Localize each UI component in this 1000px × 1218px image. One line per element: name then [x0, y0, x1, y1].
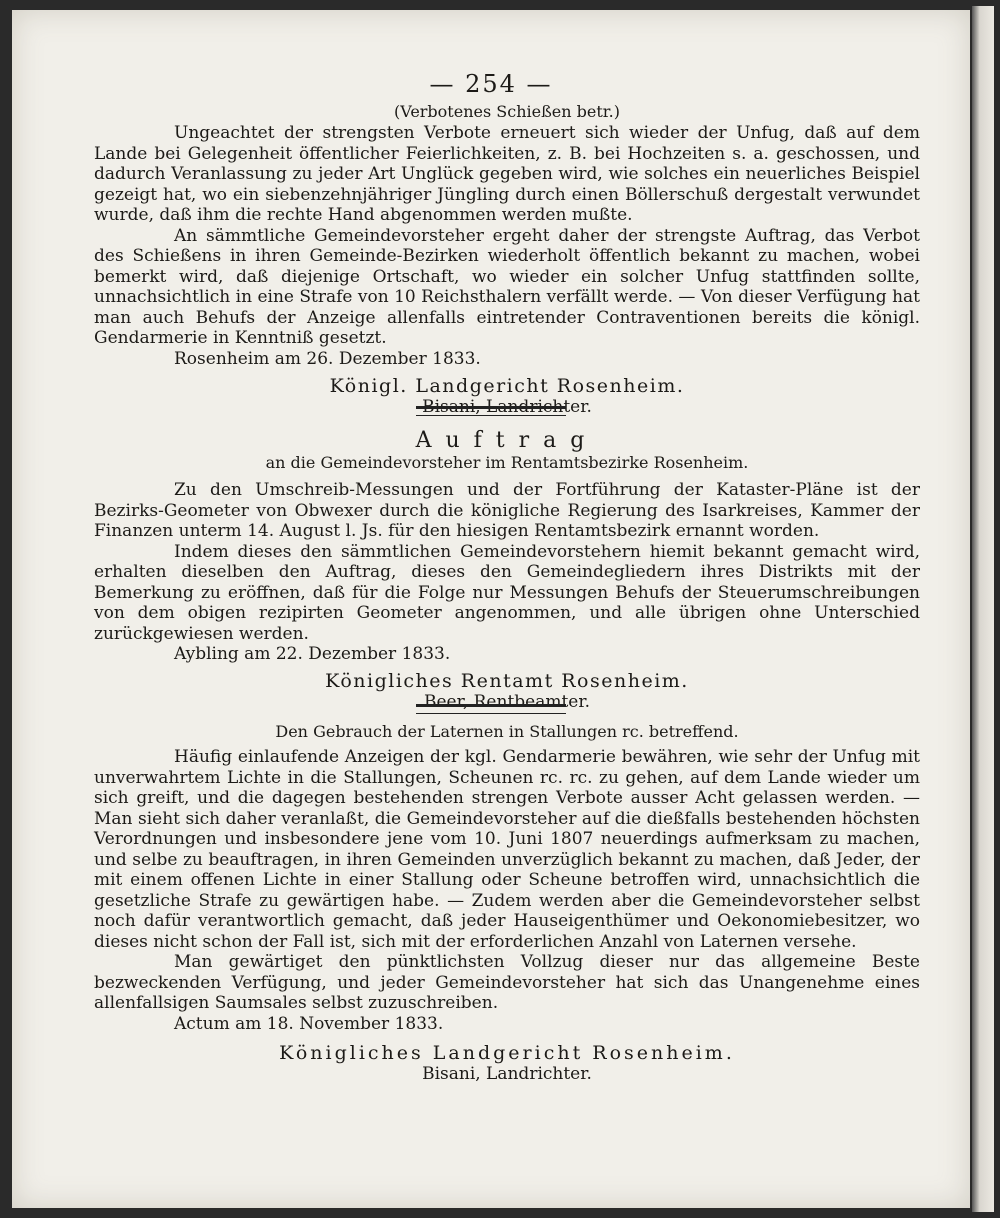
paragraph: Indem dieses den sämmtlichen Gemeindevorstehern hiemit bekannt gemacht wird, erhalten dieselben den Auftrag, dieses den Gemeindegliedern ihres Distrikts mit der Bemerkung zu eröffnen, daß für die Folge nur Messungen Behufs der Steuerumschreibungen von dem obigen rezipirten Geometer angenommen, und alle übrigen ohne Unterschied zurückgewiesen werden. [94, 541, 920, 644]
issuing-authority: Königliches Landgericht Rosenheim. [279, 1041, 735, 1064]
section-divider [416, 704, 566, 714]
paragraph: Man gewärtiget den pünktlichsten Vollzug dieser nur das allgemeine Beste bezweckenden Verfügung, und jeder Gemeindevorsteher hat sich das Unangenehme eines allenfallsigen Saumsales selbst zuzuschreiben. [94, 952, 920, 1013]
date-line: Aybling am 22. Dezember 1833. [174, 644, 451, 664]
section-title: Auftrag [415, 428, 599, 453]
paragraph: Häufig einlaufende Anzeigen der kgl. Gendarmerie bewähren, wie sehr der Unfug mit unverwahrtem Lichte in die Stallungen, Scheunen rc. rc. zu gehen, auf dem Lande wieder um sich greift, und die dagegen bestehenden strengen Verbote ausser Acht gelassen werden. — Man sieht sich daher veranlaßt, die Gemeindevorsteher auf die dießfalls bestehenden höchsten Verordnungen und insbesondere jene vom 10. Juni 1807 neuerdings aufmerksam zu machen, und selbe zu beauftragen, in ihren Gemeinden unverzüglich bekannt zu machen, daß Jeder, der mit einem offenen Lichte in einer Stallung oder Scheune betroffen wird, unnachsichtlich die gesetzliche Strafe zu gewärtigen habe. — Zudem werden aber die Gemeindevorsteher selbst noch dafür verantwortlich gemacht, daß jeder Hauseigenthümer und Oekonomiebesitzer, wo dieses nicht schon der Fall ist, sich mit der erforderlichen Anzahl von Laternen versehe. [94, 747, 920, 952]
section-shooting-ban [94, 102, 920, 417]
date-line: Actum am 18. November 1833. [174, 1013, 444, 1034]
section-divider [416, 406, 566, 416]
page-number: — 254 — [429, 70, 553, 98]
paragraph: Zu den Umschreib-Messungen und der Fortführung der Kataster-Pläne ist der Bezirks-Geometer von Obwexer durch die königliche Regierung des Isarkreises, Kammer der Finanzen unterm 14. August l. Js. für den hiesigen Rentamtsbezirk ernannt worden. [94, 480, 920, 541]
section-heading: (Verbotenes Schießen betr.) [393, 102, 620, 121]
section-subtitle: an die Gemeindevorsteher im Rentamtsbezirke Rosenheim. [265, 453, 749, 472]
adjacent-page-edge [972, 6, 994, 1212]
signature: Beer, Rentbeamter. [423, 692, 591, 712]
date-line: Rosenheim am 26. Dezember 1833. [174, 348, 481, 369]
issuing-authority: Königliches Rentamt Rosenheim. [325, 670, 689, 692]
paragraph: Ungeachtet der strengsten Verbote erneuert sich wieder der Unfug, daß auf dem Lande bei Gelegenheit öffentlicher Feierlichkeiten, z. B. bei Hochzeiten s. a. geschossen, und dadurch Veranlassung zu jeder Art Unglück gegeben wird, wie solches ein neuerliches Beispiel gezeigt hat, wo ein siebenzehnjähriger Jüngling durch einen Böllerschuß dergestalt verwundet wurde, daß ihm die rechte Hand abgenommen werden mußte. [94, 123, 920, 225]
section-heading: Den Gebrauch der Laternen in Stallungen rc. betreffend. [275, 722, 739, 741]
paragraph: An sämmtliche Gemeindevorsteher ergeht daher der strengste Auftrag, das Verbot des Schießens in ihren Gemeinde-Bezirken wiederholt öffentlich bekannt zu machen, wobei bemerkt wird, daß diejenige Ortschaft, wo wieder ein solcher Unfug stattfinden sollte, unnachsichtlich in eine Strafe von 10 Reichsthalern verfällt werde. — Von dieser Verfügung hat man auch Behufs der Anzeige allenfalls eintretender Contraventionen bereits die königl. Gendarmerie in Kenntniß gesetzt. [94, 225, 920, 348]
signature: Bisani, Landrichter. [422, 1063, 592, 1084]
section-auftrag [94, 428, 920, 712]
document-page [12, 10, 970, 1208]
section-lanterns [94, 722, 920, 1084]
signature: Bisani, Landrichter. [422, 396, 592, 417]
issuing-authority: Königl. Landgericht Rosenheim. [329, 374, 685, 397]
